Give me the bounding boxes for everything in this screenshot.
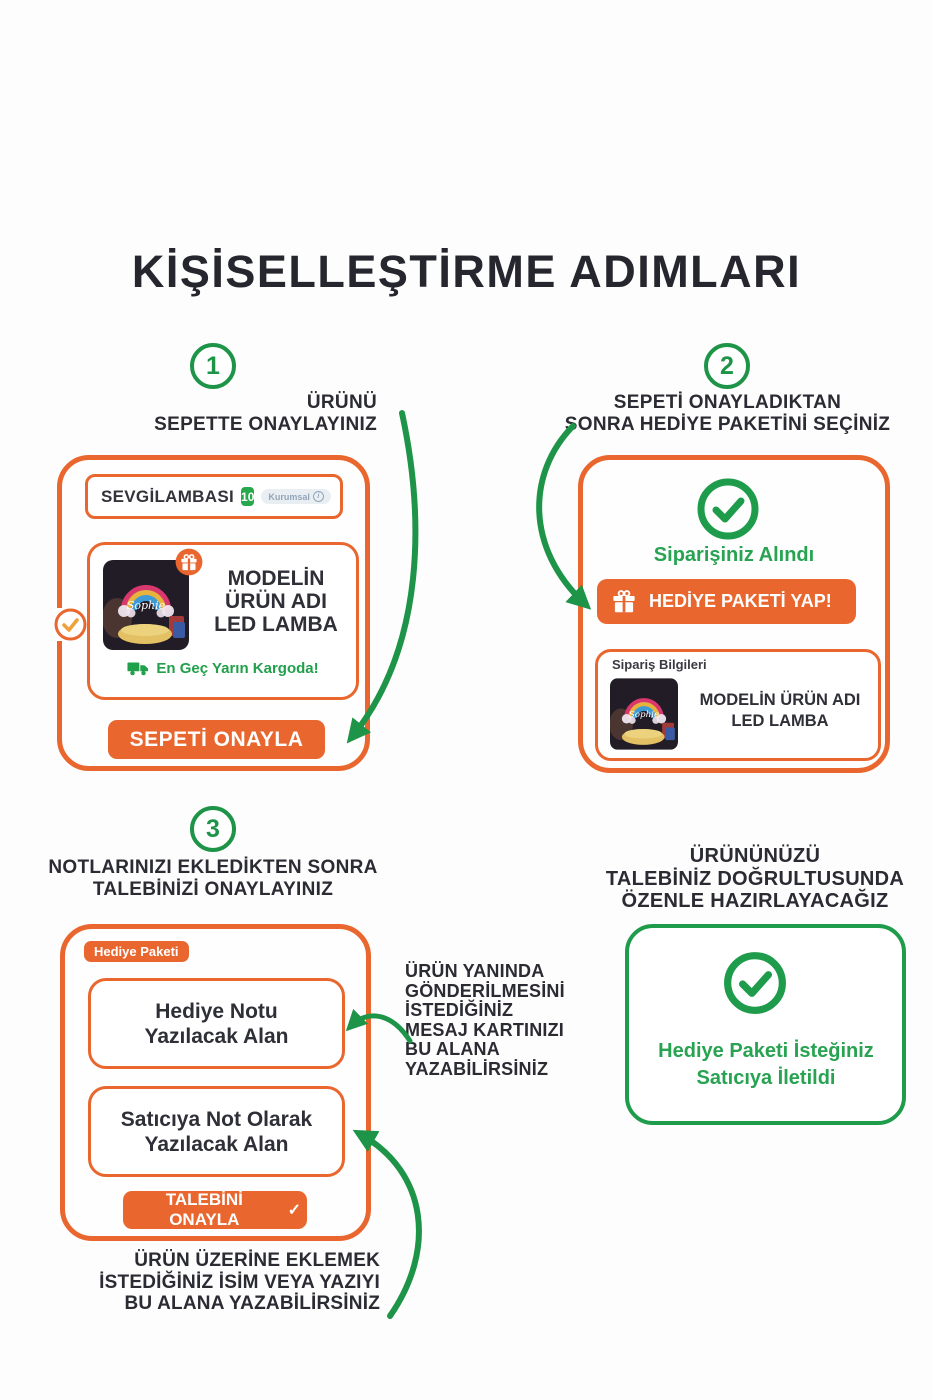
seller-note-line2: Yazılacak Alan [144, 1132, 289, 1156]
step-2-number-badge [704, 343, 750, 389]
request-sent-status [636, 1038, 896, 1092]
message-note-line6: YAZABİLİRSİNİZ [405, 1058, 549, 1079]
step-2-number: 2 [720, 351, 734, 380]
request-sent-check-icon [722, 950, 788, 1016]
gift-note-line1: Hediye Notu [155, 999, 278, 1023]
make-gift-package-button[interactable] [597, 579, 856, 624]
truck-icon [127, 661, 149, 676]
step-3-caption [23, 857, 403, 901]
seller-score-badge: 10 [241, 487, 254, 506]
gift-icon [609, 587, 639, 617]
arrow-to-gift-button [533, 418, 605, 623]
name-note-line1: ÜRÜN ÜZERİNE EKLEMEK [134, 1250, 380, 1271]
info-icon: i [313, 491, 324, 502]
order-info-label: Sipariş Bilgileri [612, 657, 707, 672]
seller-type-label: Kurumsal [268, 491, 310, 502]
gift-note-line2: Yazılacak Alan [144, 1024, 289, 1048]
message-note-line4: MESAJ KARTINIZI [405, 1019, 565, 1040]
check-icon: ✓ [287, 1202, 301, 1219]
make-gift-package-label: HEDİYE PAKETİ YAP! [649, 591, 832, 611]
arrow-to-gift-note-field [344, 1003, 416, 1051]
confirm-request-button[interactable] [123, 1191, 307, 1229]
step-1-number-badge [190, 343, 236, 389]
request-sent-line2: Satıcıya İletildi [696, 1067, 836, 1089]
order-product-title-line1: MODELİN ÜRÜN ADI [699, 691, 861, 709]
result-caption-line1: ÜRÜNÜNÜZÜ [689, 845, 821, 867]
store-header [85, 474, 343, 519]
seller-note-field[interactable] [88, 1086, 345, 1177]
gift-note-field[interactable] [88, 978, 345, 1069]
result-caption-line2: TALEBİNİZ DOĞRULTUSUNDA [605, 867, 905, 890]
step-3-caption-line2: TALEBİNİZİ ONAYLAYINIZ [92, 879, 334, 900]
step-3-number: 3 [206, 814, 220, 843]
step-1-number: 1 [206, 351, 220, 380]
name-on-product-note [60, 1250, 380, 1315]
message-note-line3: İSTEDİĞİNİZ [405, 1000, 514, 1020]
confirm-request-label: TALEBİNİ ONAYLA [165, 1190, 243, 1229]
confirm-cart-button[interactable]: SEPETİ ONAYLA [108, 720, 325, 759]
order-product-photo-name-text: Sophie [628, 710, 660, 721]
message-note-line1: ÜRÜN YANINDA [405, 961, 545, 981]
product-title-line3: LED LAMBA [214, 613, 338, 636]
order-received-check-icon [696, 477, 760, 541]
gift-package-tag: Hediye Paketi [84, 941, 189, 962]
seller-type-pill [261, 489, 331, 504]
order-received-status: Siparişiniz Alındı [653, 544, 815, 566]
step-2-caption-line1: SEPETİ ONAYLADIKTAN [613, 392, 842, 413]
gift-note-field-label [91, 999, 342, 1049]
result-caption-line3: ÖZENLE HAZIRLAYACAĞIZ [621, 890, 889, 912]
product-title-line1: MODELİN [227, 567, 325, 590]
arrow-to-cart-button [322, 405, 427, 755]
name-note-line2: İSTEDİĞİNİZ İSİM VEYA YAZIYI [99, 1271, 380, 1293]
step-1-caption-line2: SEPETTE ONAYLAYINIZ [154, 414, 377, 435]
page-title: KİŞİSELLEŞTİRME ADIMLARI [131, 246, 802, 297]
shipping-note: En Geç Yarın Kargoda! [156, 660, 319, 677]
seller-note-field-label [91, 1107, 342, 1157]
step-1-caption-line1: ÜRÜNÜ [306, 392, 377, 413]
seller-note-line1: Satıcıya Not Olarak [120, 1107, 313, 1131]
product-photo-name-text: Sophie [126, 599, 166, 612]
order-product-title [685, 690, 875, 732]
order-product-title-line2: LED LAMBA [731, 712, 829, 730]
store-name: SEVGİLAMBASI [101, 486, 235, 506]
order-product-photo [610, 678, 678, 750]
request-sent-line1: Hediye Paketi İsteğiniz [658, 1040, 874, 1062]
cart-check-icon [54, 608, 87, 641]
step-3-caption-line1: NOTLARINIZI EKLEDİKTEN SONRA [48, 857, 378, 878]
shipping-row [100, 660, 346, 677]
step-3-number-badge [190, 806, 236, 852]
message-note-line5: BU ALANA [405, 1039, 500, 1059]
gift-badge-icon [175, 548, 203, 576]
product-title-line2: ÜRÜN ADI [225, 590, 327, 613]
step-2-caption-line2: SONRA HEDİYE PAKETİNİ SEÇİNİZ [564, 414, 891, 435]
message-note-line2: GÖNDERİLMESİNİ [405, 980, 565, 1001]
arrow-to-seller-note-field [338, 1120, 428, 1325]
name-note-line3: BU ALANA YAZABİLİRSİNİZ [124, 1293, 380, 1314]
result-caption [590, 845, 920, 913]
message-card-note [405, 962, 605, 1079]
